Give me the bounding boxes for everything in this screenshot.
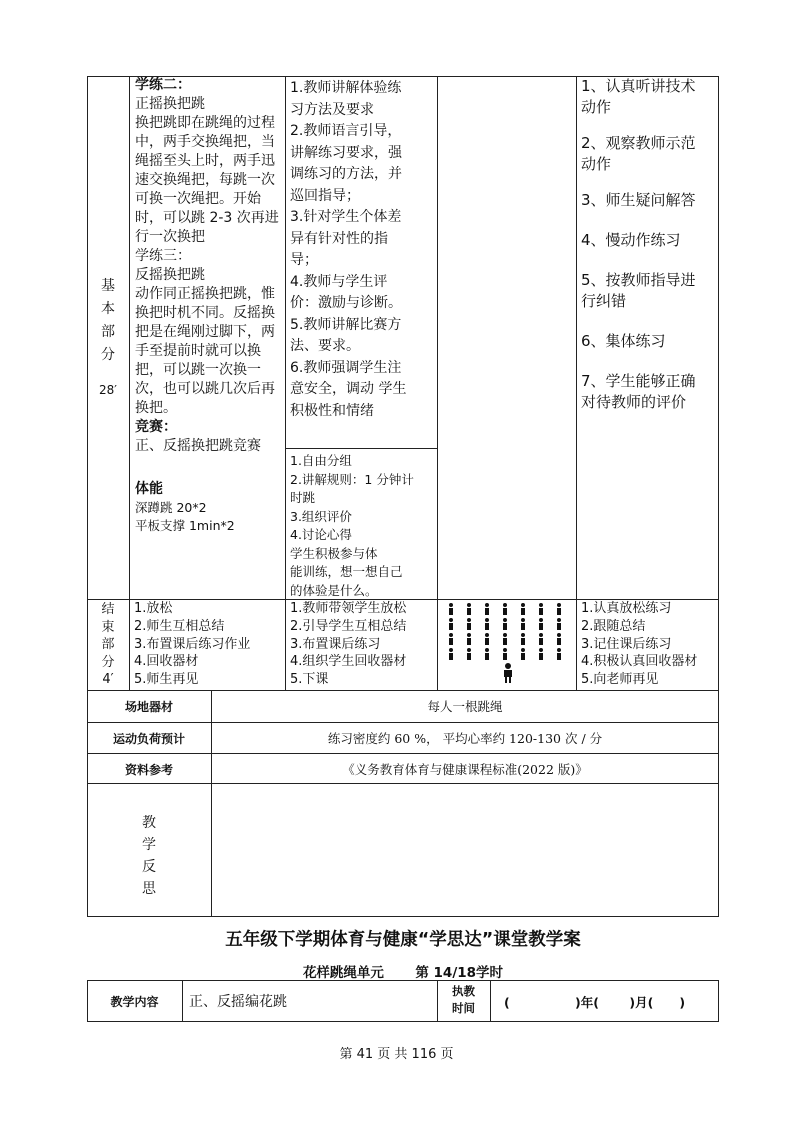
student-figure (447, 648, 455, 660)
side-char: 部 (101, 637, 115, 652)
student-figure (519, 618, 527, 630)
student-figure (519, 633, 527, 645)
student-figure (465, 603, 473, 615)
side-char: 分 (101, 654, 115, 670)
student-item: 7、学生能够正确 对待教师的评价 (581, 372, 696, 411)
student-figure (483, 648, 491, 660)
student-figure (555, 618, 563, 630)
plan-subtitle (87, 961, 719, 981)
ending-content: 1.放松 2.师生互相总结 3.布置课后练习作业 4.回收器材 5.师生再见 (134, 601, 251, 688)
reflection-char: 思 (142, 881, 156, 897)
date-label: 执教 时间 (452, 984, 475, 1015)
student-item: 2、观察教师示范 动作 (581, 134, 696, 173)
info-col-divider (211, 690, 212, 917)
content-value: 正、反摇编花跳 (189, 994, 287, 1010)
side-char: 束 (101, 619, 115, 635)
student-figure (555, 633, 563, 645)
competition-text: 正、反摇换把跳竞赛 (135, 438, 261, 454)
student-figure (483, 618, 491, 630)
practice-3-name: 反摇换把跳 (135, 267, 205, 283)
student-figure (447, 633, 455, 645)
teacher-figure (502, 663, 514, 683)
student-figure (519, 648, 527, 660)
student-item: 4、慢动作练习 (581, 231, 681, 249)
load-label: 运动负荷预计 (112, 732, 185, 746)
student-item: 6、集体练习 (581, 332, 666, 350)
student-figure (537, 633, 545, 645)
student-figure (555, 603, 563, 615)
teacher-activities-text: 1.教师讲解体验练 习方法及要求 2.教师语言引导， 讲解练习要求，强 调练习的方法，并 巡回指导； 3.针对学生个体差 异有针对性的指 导； 4.教师与学生评 价：激励与诊断。 5.教师讲解比赛方 法、要求。 6.教师强调学生注 意安全，调动 学生 积极性和情绪 (290, 80, 407, 419)
student-figure (447, 603, 455, 615)
reflection-char: 教 (142, 815, 156, 831)
plan-col-divider (182, 980, 183, 1022)
side-char: 部 (101, 324, 115, 340)
venue-label: 场地器材 (124, 700, 173, 714)
unit-name: 花样跳绳单元 (302, 965, 384, 981)
duration: 4′ (102, 672, 114, 687)
student-item: 1、认真听讲技术 动作 (581, 77, 696, 116)
reference-label: 资料参考 (124, 763, 173, 777)
duration: 28′ (99, 383, 117, 397)
basic-part-side-label (89, 275, 127, 402)
student-figure (483, 633, 491, 645)
reflection-char: 反 (142, 859, 156, 875)
reflection-char: 学 (142, 837, 156, 853)
student-figure (483, 603, 491, 615)
reflection-label (87, 812, 211, 900)
student-figure (501, 618, 509, 630)
fitness-heading: 体能 (135, 481, 163, 497)
student-activities (581, 76, 717, 413)
student-figure (447, 618, 455, 630)
student-figure (537, 618, 545, 630)
ending-teacher: 1.教师带领学生放松 2.引导学生互相总结 3.布置课后练习 4.组织学生回收器材 5.下课 (290, 601, 407, 688)
student-figure (537, 603, 545, 615)
content-label: 教学内容 (110, 995, 159, 1009)
student-figure (501, 648, 509, 660)
lesson-number: 第 14/18学时 (415, 965, 504, 981)
student-figure (555, 648, 563, 660)
competition-heading: 竞赛： (135, 419, 177, 435)
practice-3-heading: 学练三： (135, 248, 191, 264)
student-figure (465, 648, 473, 660)
fitness-text: 深蹲跳 20*2 平板支撑 1min*2 (135, 500, 235, 533)
reference-value: 《义务教育体育与健康课程标准(2022 版)》 (342, 762, 588, 777)
practice-2-heading: 学练二： (135, 77, 191, 93)
formation-diagram (438, 600, 576, 690)
load-value: 练习密度约 60 %， 平均心率约 120-130 次 / 分 (327, 731, 603, 746)
ending-student: 1.认真放松练习 2.跟随总结 3.记住课后练习 4.积极认真回收器材 5.向老师再见 (581, 601, 698, 688)
student-item: 3、师生疑问解答 (581, 191, 696, 209)
side-char: 分 (101, 347, 115, 363)
teacher-activities (290, 78, 436, 422)
date-value: ( )年( )月( ) (504, 995, 686, 1010)
side-char: 基 (101, 278, 115, 294)
table-row-divider (285, 448, 437, 449)
page-footer: 第 41 页 共 116 页 (339, 1047, 454, 1062)
practice-3-text: 动作同正摇换把跳，惟 换把时机不同。反摇换 把是在绳刚过脚下，两 手至提前时就可以换 把，可以跳一次换一 次，也可以跳几次后再 换把。 (135, 286, 275, 416)
info-row-divider (87, 753, 719, 754)
teacher-organization-text: 1.自由分组 2.讲解规则：1 分钟计 时跳 3.组织评价 4.讨论心得 学生积极参与体 能训练，想一想自己 的体验是什么。 (290, 453, 414, 598)
plan-title: 五年级下学期体育与健康“学思达”课堂教学案 (225, 930, 581, 950)
side-char: 结 (101, 602, 115, 617)
basic-content (135, 76, 285, 535)
info-row-divider (87, 783, 719, 784)
info-row-divider (87, 722, 719, 723)
student-item: 5、按教师指导进 行纠错 (581, 271, 696, 310)
teacher-organization (290, 452, 436, 600)
student-figure (537, 648, 545, 660)
student-figure (501, 603, 509, 615)
practice-2-text: 换把跳即在跳绳的过程 中，两手交换绳把，当 绳摇至头上时，两手迅 速交换绳把，每跳一次 可换一次绳把。开始 时，可以跳 2-3 次再进 行一次换把 (135, 115, 279, 245)
side-char: 本 (101, 301, 115, 317)
venue-value: 每人一根跳绳 (427, 699, 503, 714)
student-figure (465, 633, 473, 645)
student-figure (519, 603, 527, 615)
plan-col-divider (490, 980, 491, 1022)
practice-2-name: 正摇换把跳 (135, 96, 205, 112)
ending-part-side-label (89, 601, 127, 689)
student-figure (501, 633, 509, 645)
student-figure (465, 618, 473, 630)
